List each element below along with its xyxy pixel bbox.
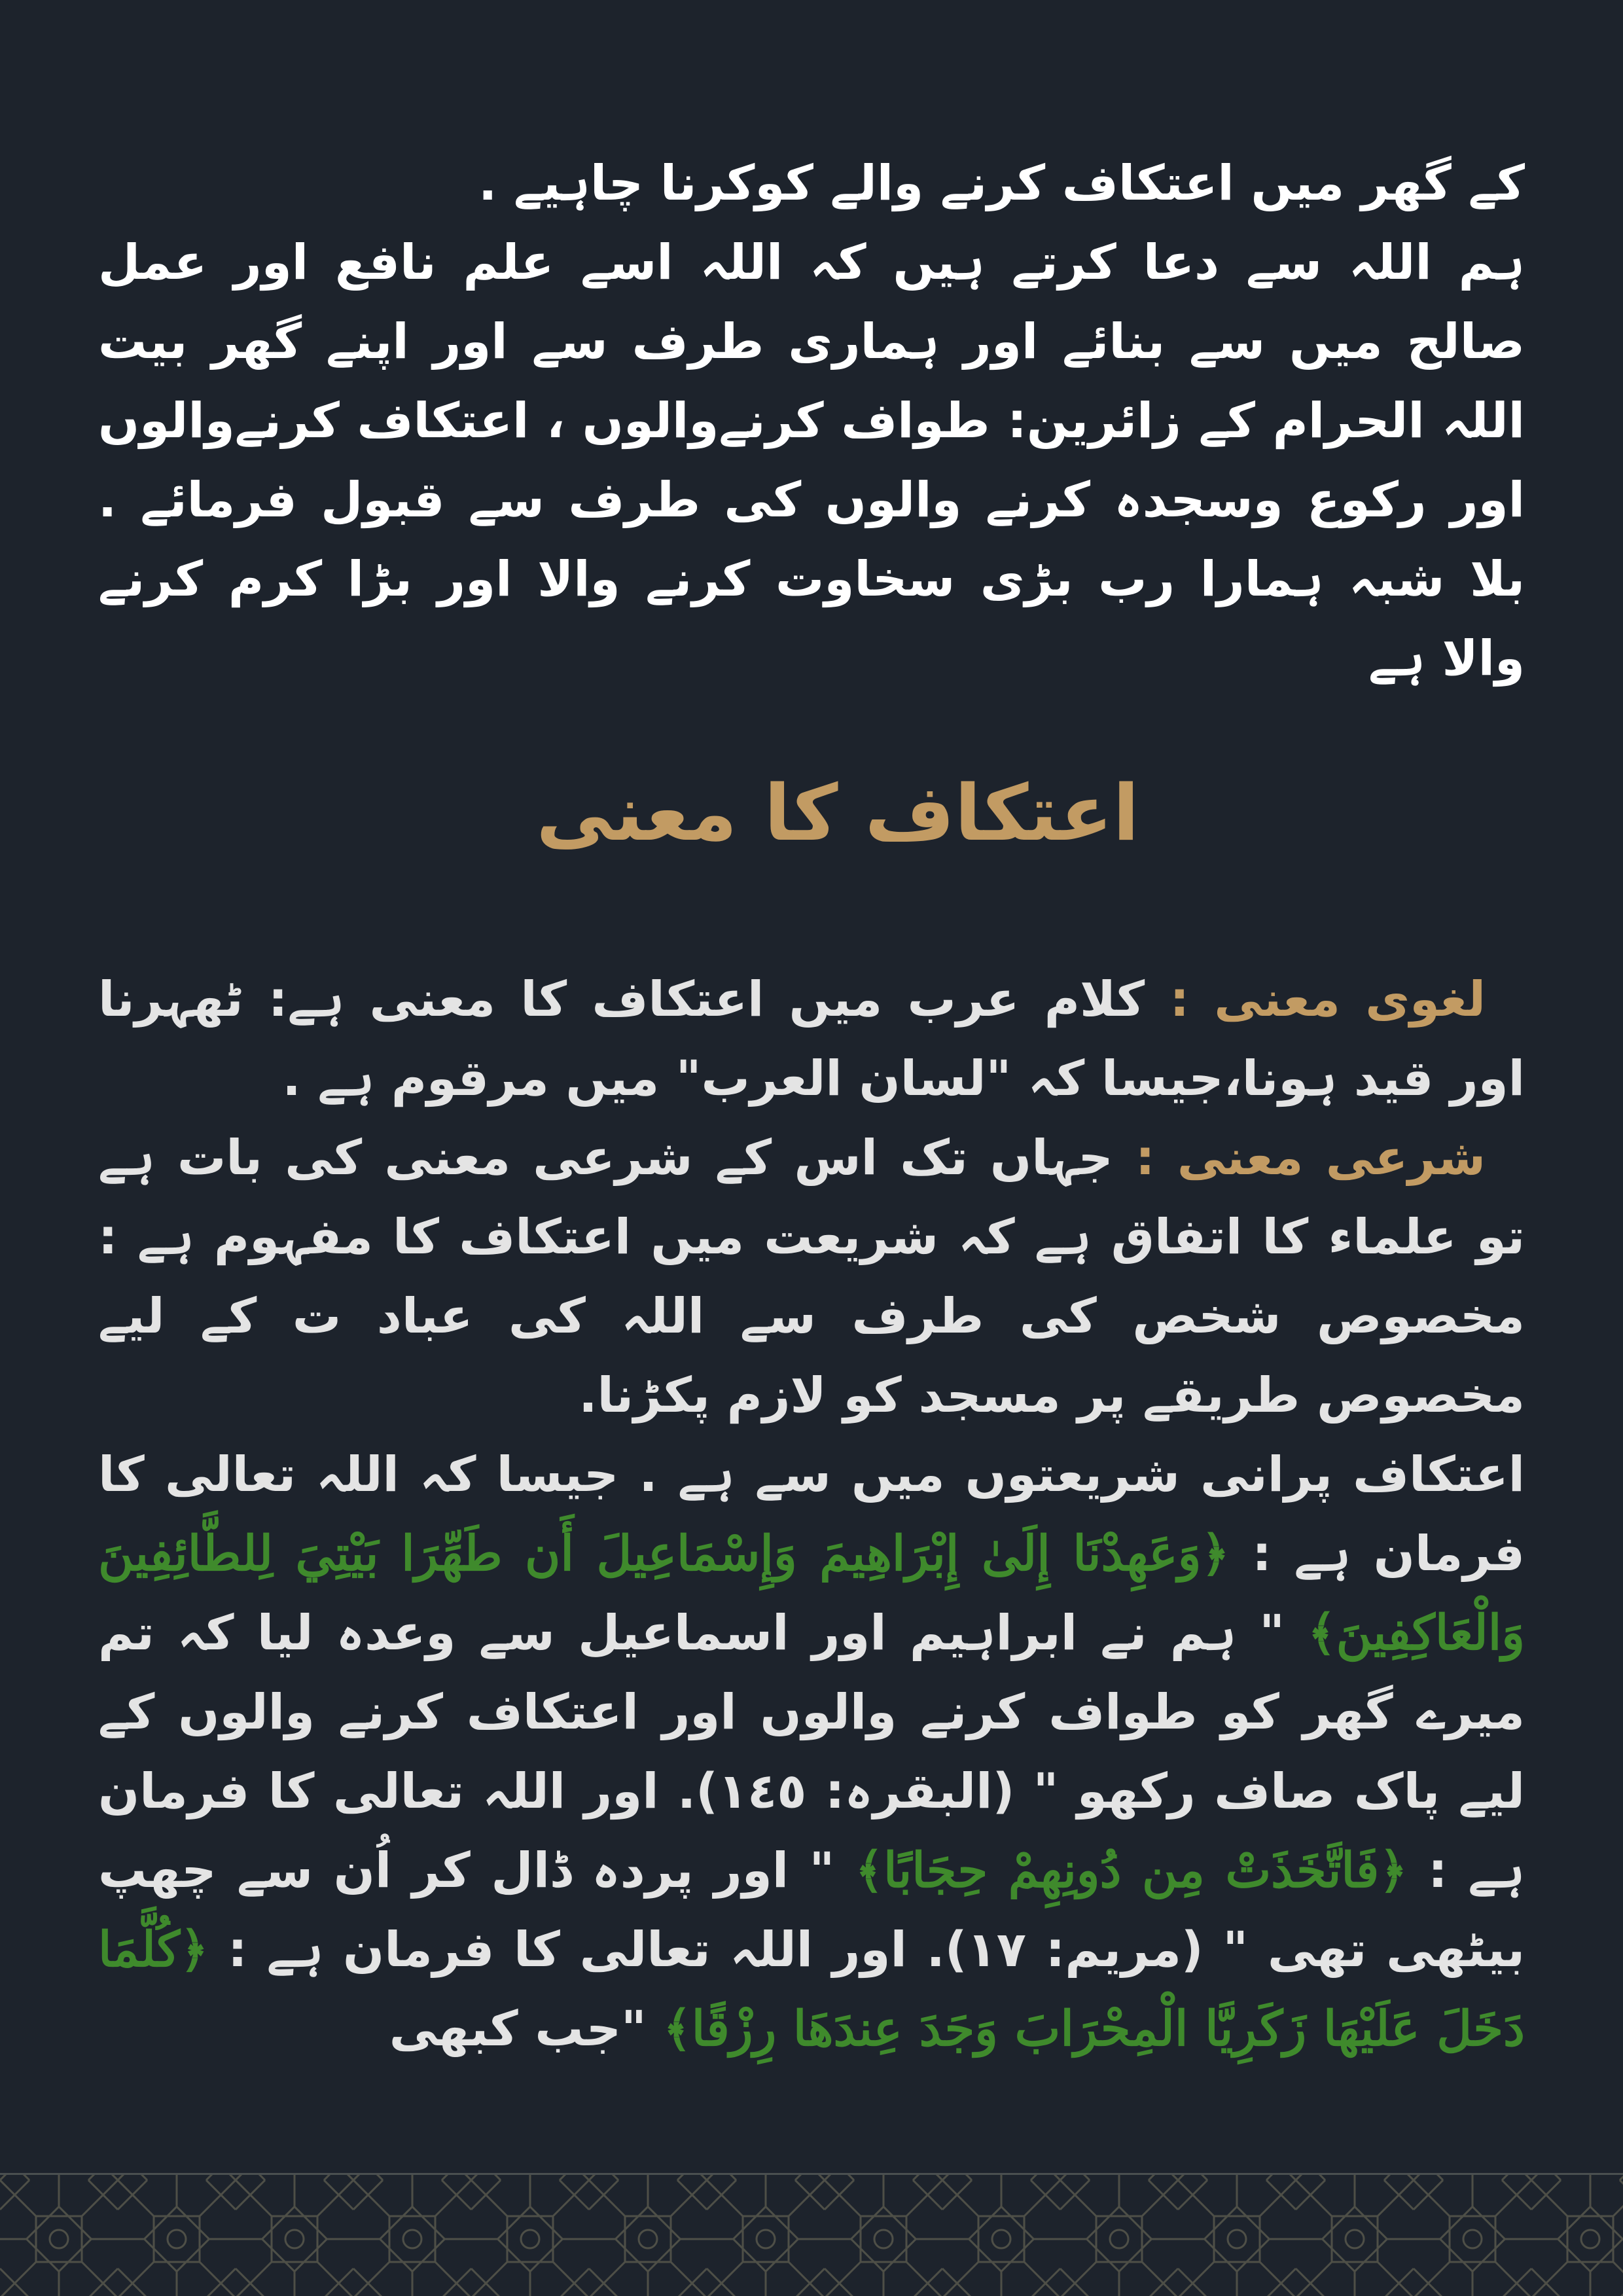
intro-line: کے گھر میں اعتکاف کرنے والے کوکرنا چاہیے .: [478, 155, 1525, 211]
linguistic-meaning-text: کلام عرب میں اعتکاف کا معنی ہے: ٹھہرنا اور قید ہونا،جیسا کہ "لسان العرب" میں مرقوم ہے .: [98, 971, 1525, 1107]
quran-verse-1: ﴿وَعَهِدْنَا إِلَىٰ إِبْرَاهِيمَ وَإِسْمَاعِيلَ أَن طَهِّرَا بَيْتِيَ لِلطَّائِفِينَ وَالْعَاكِفِينَ﴾: [98, 1526, 1525, 1661]
quran-verse-3: ﴿كُلَّمَا دَخَلَ عَلَيْهَا زَكَرِيَّا الْمِحْرَابَ وَجَدَ عِندَهَا رِزْقًا﴾: [98, 1922, 1525, 2057]
linguistic-meaning-paragraph: [98, 960, 1525, 1119]
geometric-pattern-icon: [0, 2175, 1623, 2296]
history-text-1: اعتکاف پرانی شریعتوں میں سے ہے . جیسا کہ اللہ تعالی کا فرمان ہے :: [98, 1446, 1525, 1582]
intro-section: [98, 144, 1525, 698]
decorative-footer-pattern: [0, 2173, 1623, 2296]
legal-meaning-term: شرعی معنی :: [1135, 1130, 1486, 1186]
legal-meaning-paragraph: [98, 1119, 1525, 1435]
history-text-2: " ہم نے ابراہیم اور اسماعیل سے وعدہ لیا کہ تم میرے گھر کو طواف کرنے والوں اور اعتکاف کرنے والوں کے لیے پاک صاف رکھو " (البقرہ: ١٤٥). اور اللہ تعالی کا فرمان ہے :: [98, 1605, 1525, 1899]
intro-paragraph: ہم اللہ سے دعا کرتے ہیں کہ اللہ اسے علم نافع اور عمل صالح میں سے بنائے اور ہماری طرف سے اور اپنے گھر بیت اللہ الحرام کے زائرین: طواف کرنےوالوں ، اعتکاف کرنےوالوں اور رکوع وسجدہ کرنے والوں کی طرف سے قبول فرمائے . بلا شبہ ہمارا رب بڑی سخاوت کرنے والا اور بڑا کرم کرنے والا ہے: [98, 234, 1525, 687]
section-heading: اعتکاف کا معنی: [536, 768, 1139, 858]
definitions-section: [98, 960, 1525, 2069]
legal-meaning-text: جہاں تک اس کے شرعی معنی کی بات ہے تو علماء کا اتفاق ہے کہ شریعت میں اعتکاف کا مفہوم ہے : مخصوص شخص کی طرف سے اللہ کی عباد ت کے لیے مخصوص طریقے پر مسجد کو لازم پکڑنا.: [98, 1130, 1525, 1424]
history-paragraph: [98, 1435, 1525, 2069]
history-text-3: " اور پردہ ڈال کر اُن سے چھپ بیٹھی تھی " (مریم: ١٧). اور اللہ تعالی کا فرمان ہے :: [98, 1842, 1525, 1978]
page-content: [98, 144, 1525, 2069]
linguistic-meaning-term: لغوی معنی :: [1169, 971, 1486, 1028]
history-text-4: "جب کبھی: [389, 2001, 664, 2057]
quran-verse-2: ﴿فَاتَّخَذَتْ مِن دُونِهِمْ حِجَابًا﴾: [855, 1842, 1408, 1899]
